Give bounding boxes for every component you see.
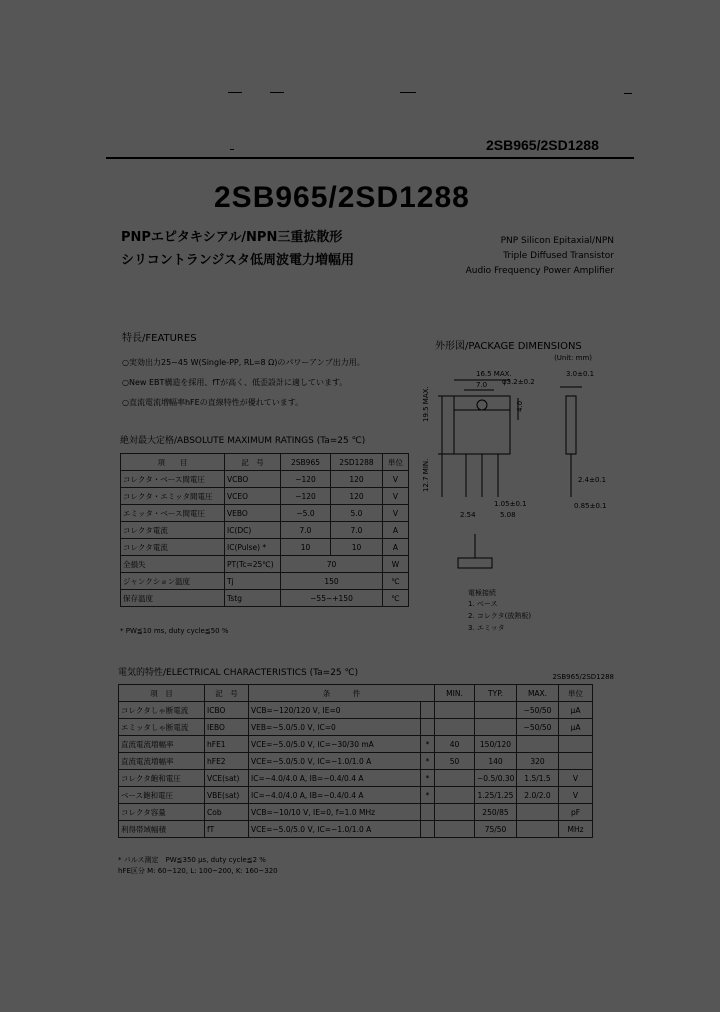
- cell: 50: [435, 753, 475, 770]
- mounting-hole: [477, 400, 487, 410]
- table-row: [121, 573, 409, 590]
- elec-footnote: hFE区分 M: 60~120, L: 100~200, K: 160~320: [118, 867, 278, 875]
- cell: fT: [205, 821, 249, 838]
- cell: 全損失: [121, 556, 225, 573]
- cell: −120: [281, 488, 331, 505]
- feature-item: ○直流電流増幅率hFEの直線特性が優れています。: [122, 398, 304, 407]
- abs-max-table: [120, 453, 409, 607]
- dim-label: 1.05±0.1: [494, 500, 527, 508]
- cell: 320: [517, 753, 559, 770]
- cell: V: [383, 471, 409, 488]
- cell: [559, 753, 593, 770]
- cell: 1.5/1.5: [517, 770, 559, 787]
- cell: IC=−4.0/4.0 A, IB=−0.4/0.4 A: [249, 787, 421, 804]
- pin-item: 3. エミッタ: [468, 624, 505, 632]
- table-row: [119, 821, 593, 838]
- cell: [475, 719, 517, 736]
- cell: *: [421, 787, 435, 804]
- cell: A: [383, 522, 409, 539]
- col-header: 記 号: [225, 454, 281, 471]
- cell: コレクタしゃ断電流: [119, 702, 205, 719]
- cell: 150/120: [475, 736, 517, 753]
- cell: [435, 702, 475, 719]
- package-drawing: [420, 362, 620, 592]
- cell: ℃: [383, 573, 409, 590]
- dim-label: 2.4±0.1: [578, 476, 607, 484]
- cell: VCB=−120/120 V, IE=0: [249, 702, 421, 719]
- cell: [421, 821, 435, 838]
- page-title: 2SB965/2SD1288: [214, 181, 470, 214]
- cell: ジャンクション温度: [121, 573, 225, 590]
- abs-max-footnote: * PW≦10 ms, duty cycle≦50 %: [120, 627, 229, 635]
- table-row: [121, 505, 409, 522]
- table-row: [121, 590, 409, 607]
- dim-label: 5.08: [500, 511, 516, 519]
- dim-label: 0.85±0.1: [574, 502, 607, 510]
- table-row: [121, 471, 409, 488]
- header-rule: [106, 157, 634, 159]
- cell: V: [559, 787, 593, 804]
- cell: ICBO: [205, 702, 249, 719]
- cell: −50/50: [517, 719, 559, 736]
- col-header: 記 号: [205, 685, 249, 702]
- scan-mark: [400, 92, 416, 93]
- col-header: 単位: [559, 685, 593, 702]
- package-heading: 外形図/PACKAGE DIMENSIONS: [435, 341, 582, 352]
- dim-label: 7.0: [476, 381, 488, 389]
- pin-item: 1. ベース: [468, 600, 498, 608]
- table-row: [119, 753, 593, 770]
- cell: −55~+150: [281, 590, 383, 607]
- cell: −50/50: [517, 702, 559, 719]
- cell: VCBO: [225, 471, 281, 488]
- cell: −120: [281, 471, 331, 488]
- col-header: 項 目: [121, 454, 225, 471]
- cell: VCEO: [225, 488, 281, 505]
- cell: [421, 719, 435, 736]
- elec-footnote: * パルス測定 PW≦350 μs, duty cycle≦2 %: [118, 856, 266, 864]
- col-header: MIN.: [435, 685, 475, 702]
- cell: コレクタ電流: [121, 522, 225, 539]
- scan-mark: [270, 92, 284, 93]
- cell: ℃: [383, 590, 409, 607]
- cell: IC(DC): [225, 522, 281, 539]
- cell: A: [383, 539, 409, 556]
- cell: [559, 736, 593, 753]
- cell: コレクタ電流: [121, 539, 225, 556]
- package-unit: (Unit: mm): [554, 354, 592, 362]
- cell: VCE(sat): [205, 770, 249, 787]
- cell: コレクタ容量: [119, 804, 205, 821]
- subtitle-jp-line2: シリコントランジスタ低周波電力増幅用: [121, 253, 355, 268]
- cell: 40: [435, 736, 475, 753]
- cell: Cob: [205, 804, 249, 821]
- dim-label: 2.54: [460, 511, 476, 519]
- cell: *: [421, 753, 435, 770]
- cell: [435, 804, 475, 821]
- cell: [517, 736, 559, 753]
- cell: IC=−4.0/4.0 A, IB=−0.4/0.4 A: [249, 770, 421, 787]
- cell: 70: [281, 556, 383, 573]
- cell: 5.0: [331, 505, 383, 522]
- cell: μA: [559, 702, 593, 719]
- cell: 75/50: [475, 821, 517, 838]
- feature-item: ○実効出力25~45 W(Single-PP, RL=8 Ω)のパワーアンプ出力用。: [122, 358, 365, 367]
- cell: 利得帯域幅積: [119, 821, 205, 838]
- cell: 直流電流増幅率: [119, 736, 205, 753]
- cell: ベース飽和電圧: [119, 787, 205, 804]
- cell: 150: [281, 573, 383, 590]
- cell: 7.0: [281, 522, 331, 539]
- cell: [517, 821, 559, 838]
- header-part-number: 2SB965/2SD1288: [486, 137, 599, 153]
- cell: エミッタしゃ断電流: [119, 719, 205, 736]
- scan-mark: [228, 92, 242, 93]
- cell: 1.25/1.25: [475, 787, 517, 804]
- cell: VCB=−10/10 V, IE=0, f=1.0 MHz: [249, 804, 421, 821]
- cell: VCE=−5.0/5.0 V, IC=−30/30 mA: [249, 736, 421, 753]
- col-header: 単位: [383, 454, 409, 471]
- features-heading: 特長/FEATURES: [122, 333, 197, 344]
- cell: −0.5/0.30: [475, 770, 517, 787]
- cell: [435, 821, 475, 838]
- cell: 10: [331, 539, 383, 556]
- col-header: MAX.: [517, 685, 559, 702]
- subtitle-en-line3: Audio Frequency Power Amplifier: [465, 266, 614, 276]
- cell: IEBO: [205, 719, 249, 736]
- cell: VBE(sat): [205, 787, 249, 804]
- col-header: 条 件: [249, 685, 435, 702]
- abs-max-heading: 絶対最大定格/ABSOLUTE MAXIMUM RATINGS (Ta=25 ℃): [120, 436, 366, 446]
- cell: [475, 702, 517, 719]
- table-row: [119, 804, 593, 821]
- cell: MHz: [559, 821, 593, 838]
- table-row: [119, 702, 593, 719]
- cell: [421, 804, 435, 821]
- package-body-outline: [454, 396, 510, 454]
- col-header: 2SB965: [281, 454, 331, 471]
- dim-label: 12.7 MIN.: [422, 458, 430, 492]
- table-row: [119, 719, 593, 736]
- cell: μA: [559, 719, 593, 736]
- dim-label: 3.0±0.1: [566, 370, 595, 378]
- cell: V: [383, 488, 409, 505]
- cell: [421, 702, 435, 719]
- cell: pF: [559, 804, 593, 821]
- pin-title: 電極接続: [468, 589, 496, 597]
- table-row: [121, 556, 409, 573]
- cell: 7.0: [331, 522, 383, 539]
- cell: 保存温度: [121, 590, 225, 607]
- cell: V: [559, 770, 593, 787]
- cell: 120: [331, 471, 383, 488]
- subtitle-jp-line1: PNPエピタキシアル/NPN三重拡散形: [121, 230, 343, 245]
- dim-label: 19.5 MAX.: [422, 386, 430, 422]
- cell: 140: [475, 753, 517, 770]
- table-header-row: [121, 454, 409, 471]
- scan-mark: [230, 149, 234, 150]
- elec-heading: 電気的特性/ELECTRICAL CHARACTERISTICS (Ta=25 ℃): [118, 668, 359, 678]
- cell: hFE2: [205, 753, 249, 770]
- table-row: [119, 736, 593, 753]
- table-row: [121, 522, 409, 539]
- cell: PT(Tc=25℃): [225, 556, 281, 573]
- cell: コレクタ飽和電圧: [119, 770, 205, 787]
- cell: hFE1: [205, 736, 249, 753]
- col-header: 2SD1288: [331, 454, 383, 471]
- cell: Tj: [225, 573, 281, 590]
- pin-item: 2. コレクタ(放熱板): [468, 612, 532, 620]
- table-header-row: [119, 685, 593, 702]
- cell: 120: [331, 488, 383, 505]
- cell: [435, 787, 475, 804]
- table-row: [119, 787, 593, 804]
- package-side-outline: [566, 396, 576, 454]
- cell: [435, 719, 475, 736]
- cell: コレクタ・エミッタ間電圧: [121, 488, 225, 505]
- cell: VCE=−5.0/5.0 V, IC=−1.0/1.0 A: [249, 821, 421, 838]
- table-row: [121, 539, 409, 556]
- elec-table: [118, 684, 593, 838]
- cell: VEBO: [225, 505, 281, 522]
- subtitle-en-line1: PNP Silicon Epitaxial/NPN: [500, 236, 614, 246]
- table-row: [121, 488, 409, 505]
- cell: 2.0/2.0: [517, 787, 559, 804]
- cell: Tstg: [225, 590, 281, 607]
- cell: IC(Pulse) *: [225, 539, 281, 556]
- col-header: 項 目: [119, 685, 205, 702]
- cell: エミッタ・ベース間電圧: [121, 505, 225, 522]
- table-row: [119, 770, 593, 787]
- col-header: TYP.: [475, 685, 517, 702]
- cell: 直流電流増幅率: [119, 753, 205, 770]
- cell: [435, 770, 475, 787]
- bottom-view-outline: [458, 558, 492, 568]
- elec-part-label: 2SB965/2SD1288: [552, 673, 614, 681]
- feature-item: ○New EBT構造を採用、fTが高く、低歪設計に適しています。: [122, 378, 348, 387]
- cell: W: [383, 556, 409, 573]
- cell: コレクタ・ベース間電圧: [121, 471, 225, 488]
- cell: 250/85: [475, 804, 517, 821]
- subtitle-en-line2: Triple Diffused Transistor: [503, 251, 614, 261]
- scan-mark: [624, 93, 632, 94]
- cell: −5.0: [281, 505, 331, 522]
- dim-label: 16.5 MAX.: [476, 370, 512, 378]
- dim-label: φ3.2±0.2: [502, 378, 535, 386]
- cell: *: [421, 736, 435, 753]
- cell: 10: [281, 539, 331, 556]
- cell: [517, 804, 559, 821]
- cell: V: [383, 505, 409, 522]
- cell: VCE=−5.0/5.0 V, IC=−1.0/1.0 A: [249, 753, 421, 770]
- cell: *: [421, 770, 435, 787]
- dim-label: 4.0: [516, 400, 524, 412]
- cell: VEB=−5.0/5.0 V, IC=0: [249, 719, 421, 736]
